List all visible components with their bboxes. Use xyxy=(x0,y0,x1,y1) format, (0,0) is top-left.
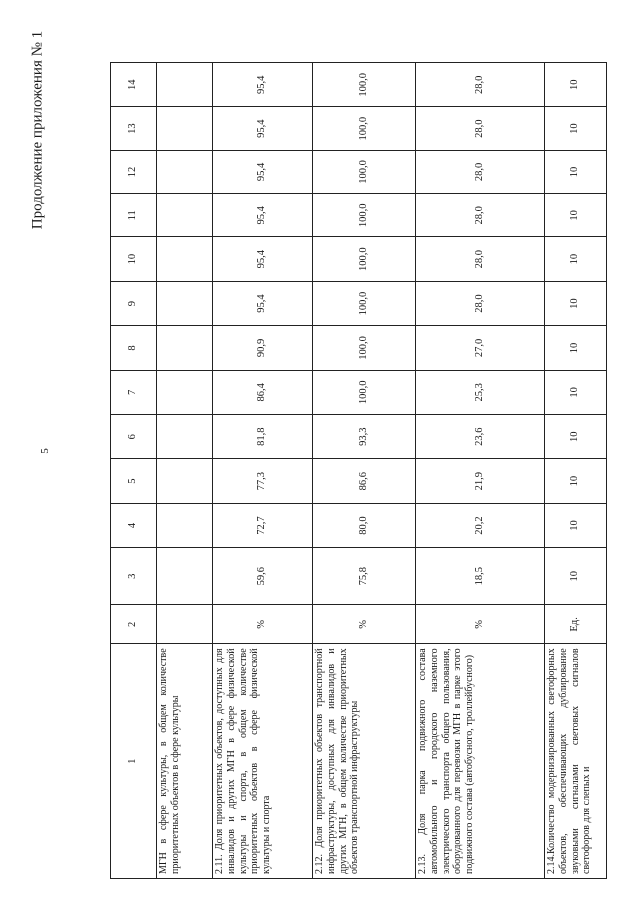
header-cell: 3 xyxy=(111,548,157,605)
value-cell: 90,9 xyxy=(213,326,313,370)
value-cell: 28,0 xyxy=(416,107,545,150)
value-cell: 100,0 xyxy=(313,63,416,107)
value-cell xyxy=(157,459,213,503)
value-cell: 95,4 xyxy=(213,237,313,281)
value-cell: 95,4 xyxy=(213,281,313,325)
unit-cell: % xyxy=(416,605,545,644)
header-cell: 1 xyxy=(111,644,157,879)
indicator-name: 2.13. Доля парка подвижного состава автомобильного и городского наземного электрического транспорта общего пользования, оборудованного для перевозки МГН в парке этого подвижного состава (автобусного, троллейбусного) xyxy=(416,644,545,879)
table-sheet xyxy=(110,62,593,879)
value-cell xyxy=(157,503,213,547)
value-cell xyxy=(157,194,213,237)
header-row xyxy=(111,63,157,879)
unit-cell: % xyxy=(213,605,313,644)
table-row xyxy=(545,63,607,879)
value-cell xyxy=(157,548,213,605)
value-cell: 10 xyxy=(545,370,607,414)
unit-cell: % xyxy=(313,605,416,644)
header-cell: 10 xyxy=(111,237,157,281)
table-row xyxy=(213,63,313,879)
value-cell: 28,0 xyxy=(416,281,545,325)
value-cell: 93,3 xyxy=(313,415,416,459)
value-cell: 10 xyxy=(545,150,607,193)
value-cell: 10 xyxy=(545,503,607,547)
value-cell: 81,8 xyxy=(213,415,313,459)
indicator-name: 2.11. Доля приоритетных объектов, доступных для инвалидов и других МГН в сфере физической культуры и спорта, в общем количестве приоритетных объектов в сфере физической культуры и спорта xyxy=(213,644,313,879)
value-cell: 10 xyxy=(545,237,607,281)
header-cell: 2 xyxy=(111,605,157,644)
table-row xyxy=(313,63,416,879)
value-cell: 77,3 xyxy=(213,459,313,503)
header-cell: 14 xyxy=(111,63,157,107)
value-cell xyxy=(157,415,213,459)
value-cell: 10 xyxy=(545,194,607,237)
value-cell: 10 xyxy=(545,459,607,503)
value-cell: 100,0 xyxy=(313,237,416,281)
value-cell: 18,5 xyxy=(416,548,545,605)
value-cell: 100,0 xyxy=(313,326,416,370)
value-cell: 86,6 xyxy=(313,459,416,503)
header-cell: 4 xyxy=(111,503,157,547)
value-cell: 10 xyxy=(545,548,607,605)
value-cell: 75,8 xyxy=(313,548,416,605)
value-cell: 59,6 xyxy=(213,548,313,605)
header-cell: 13 xyxy=(111,107,157,150)
value-cell xyxy=(157,63,213,107)
header-cell: 5 xyxy=(111,459,157,503)
unit-cell xyxy=(157,605,213,644)
value-cell xyxy=(157,370,213,414)
value-cell: 10 xyxy=(545,63,607,107)
value-cell: 80,0 xyxy=(313,503,416,547)
value-cell: 95,4 xyxy=(213,63,313,107)
value-cell: 21,9 xyxy=(416,459,545,503)
value-cell: 100,0 xyxy=(313,150,416,193)
indicator-name: 2.14.Количество модернизированных светофорных объектов, обеспечивающих дублирование звуковыми сигналами световых сигналов светофоров для слепых и xyxy=(545,644,607,879)
value-cell: 10 xyxy=(545,326,607,370)
value-cell xyxy=(157,150,213,193)
value-cell: 28,0 xyxy=(416,194,545,237)
value-cell: 28,0 xyxy=(416,237,545,281)
indicators-table xyxy=(110,62,607,879)
value-cell: 100,0 xyxy=(313,194,416,237)
page-number: 5 xyxy=(38,448,51,454)
header-cell: 9 xyxy=(111,281,157,325)
header-cell: 11 xyxy=(111,194,157,237)
table-row xyxy=(416,63,545,879)
value-cell xyxy=(157,107,213,150)
value-cell xyxy=(157,281,213,325)
value-cell xyxy=(157,237,213,281)
value-cell: 86,4 xyxy=(213,370,313,414)
value-cell: 10 xyxy=(545,281,607,325)
indicator-name: 2.12. Доля приоритетных объектов транспортной инфраструктуры, доступных для инвалидов и других МГН, в общем количестве приоритетных объектов транспортной инфраструктуры xyxy=(313,644,416,879)
value-cell: 28,0 xyxy=(416,63,545,107)
rotated-table-wrapper xyxy=(110,62,593,879)
unit-cell: Ед. xyxy=(545,605,607,644)
value-cell: 28,0 xyxy=(416,150,545,193)
value-cell: 95,4 xyxy=(213,150,313,193)
header-cell: 7 xyxy=(111,370,157,414)
appendix-title-text: Продолжение приложения № 1 xyxy=(29,30,46,230)
value-cell: 20,2 xyxy=(416,503,545,547)
value-cell: 10 xyxy=(545,415,607,459)
table-row xyxy=(157,63,213,879)
indicator-name: МГН в сфере культуры, в общем количестве приоритетных объектов в сфере культуры xyxy=(157,644,213,879)
header-cell: 8 xyxy=(111,326,157,370)
value-cell: 23,6 xyxy=(416,415,545,459)
value-cell: 100,0 xyxy=(313,107,416,150)
value-cell xyxy=(157,326,213,370)
value-cell: 27,0 xyxy=(416,326,545,370)
value-cell: 95,4 xyxy=(213,107,313,150)
value-cell: 100,0 xyxy=(313,370,416,414)
header-cell: 12 xyxy=(111,150,157,193)
value-cell: 10 xyxy=(545,107,607,150)
header-cell: 6 xyxy=(111,415,157,459)
value-cell: 25,3 xyxy=(416,370,545,414)
value-cell: 95,4 xyxy=(213,194,313,237)
value-cell: 100,0 xyxy=(313,281,416,325)
value-cell: 72,7 xyxy=(213,503,313,547)
